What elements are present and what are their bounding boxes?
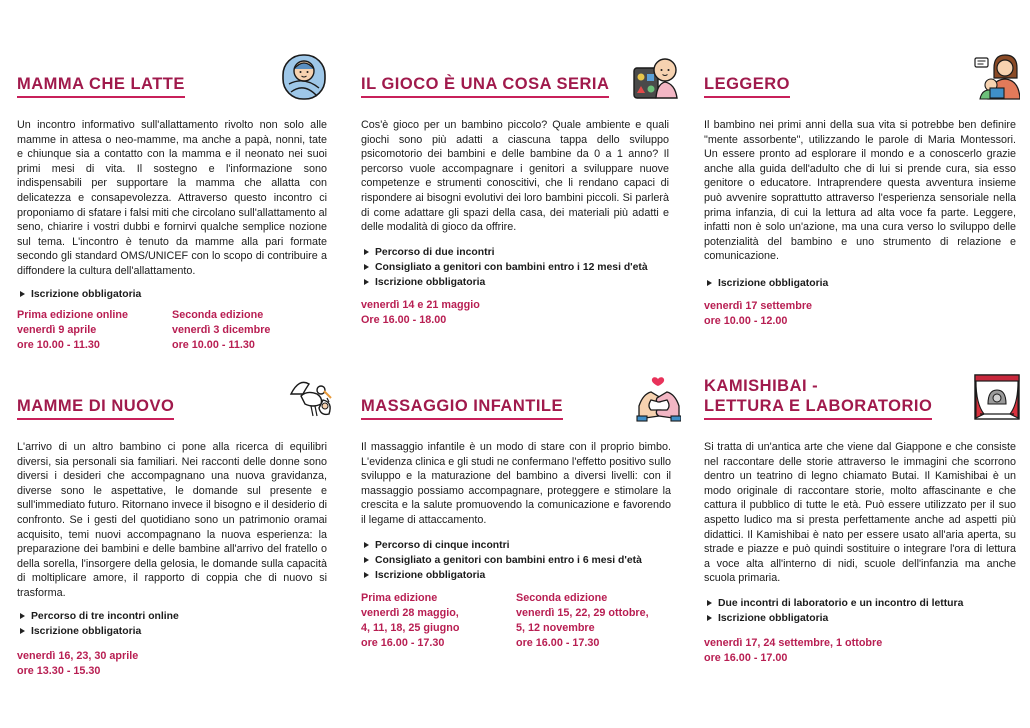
card-header (17, 56, 329, 102)
card-header (704, 372, 1016, 424)
card-title: IL GIOCO È UNA COSA SERIA (361, 74, 609, 98)
card-description: L'arrivo di un altro bambino ci pone alla ricerca di equilibri diversi, sia personali sia familiari. Nei racconti delle donne sono diversi i desideri che accompagnano una nuova gravidanza, diverse sono le aspettative, le domande sul presente e sull'immediato futuro. Ritornano invece il bisogno e il desiderio di confronto. Se i gesti del quotidiano sono un patrimonio oramai acquisito, temi nuovi accompagnano la nuova esperienza: la preparazione dei bambini e delle bambine all'arrivo del fratello o della sorella, l'insorgere della gelosia, le domande sulla capacità di moltiplicare amore, il rapporto di coppia che di nuovo si trasforma. (17, 441, 327, 599)
card-header (17, 378, 329, 424)
card-kamishibai (704, 372, 1016, 666)
edition-label: Prima edizione (361, 591, 438, 604)
edition-label: Prima edizione online (17, 308, 128, 321)
stork-icon (287, 376, 333, 422)
edition-day: venerdì 9 aprile (17, 323, 97, 336)
dates-columns (17, 308, 329, 353)
card-title: MAMMA CHE LATTE (17, 74, 185, 98)
card-mamme-di-nuovo (17, 378, 329, 679)
edition-second (516, 591, 671, 651)
card-title: KAMISHIBAI - LETTURA E LABORATORIO (704, 376, 932, 420)
dates-block (361, 298, 673, 328)
edition-first (361, 591, 516, 651)
edition-time: ore 10.00 - 11.30 (17, 338, 100, 351)
card-description: Cos'è gioco per un bambino piccolo? Quale ambiente e quali giochi sono più adatti a ciascuna tappa dello sviluppo psicomotorio dei bambini e delle bambine da 0 a 1 anno? Il percorso vuole accompagnare i genitori a sviluppare nuove competenze e strumenti conoscitivi, che li rendano capaci di rispondere ai bisogni evolutivi dei loro bambini piccoli. Si parlerà di come adattare gli spazi della casa, dei materiali più adatti e delle modalità di gioco da offrire. (361, 119, 669, 234)
dates-block (17, 649, 329, 679)
edition-day: venerdì 28 maggio, (361, 606, 459, 619)
bullet-item: Iscrizione obbligatoria (704, 611, 1016, 626)
card-title: MASSAGGIO INFANTILE (361, 396, 563, 420)
card-description: Si tratta di un'antica arte che viene dal Giappone e che consiste nel raccontare delle storie attraverso le immagini che scorrono dentro un teatrino di legno chiamato Butai. Il Kamishibai è un modo originale di raccontare storie, molto affascinante e che cattura il pubblico di tutte le età. Può essere utilizzato per il suo aspetto ludico ma si presta perfettamente anche ad aspetti più didattici. Il Kamishibai è nato per essere usato all'aria aperta, su strade e piazze e può quindi sostituire o integrare l'ora di lettura a voce alta all'interno di nidi, scuole dell'infanzia ma anche scuola primaria. (704, 441, 1016, 585)
edition-first (17, 308, 172, 353)
bullet-item: Percorso di cinque incontri (361, 538, 673, 553)
edition-time: ore 13.30 - 15.30 (17, 664, 101, 677)
bullet-item: Iscrizione obbligatoria (704, 276, 1016, 291)
parent-reading-icon (974, 54, 1020, 100)
hands-heart-icon (635, 376, 681, 422)
bullet-list (17, 287, 329, 302)
bullet-list (704, 276, 1016, 291)
card-il-gioco (361, 56, 673, 328)
edition-time: ore 16.00 - 17.30 (516, 636, 600, 649)
card-header (704, 56, 1016, 102)
edition-time: ore 16.00 - 17.00 (704, 651, 788, 664)
bullet-item: Percorso di due incontri (361, 245, 673, 260)
edition-day: venerdì 16, 23, 30 aprile (17, 649, 139, 662)
bullet-list (361, 538, 673, 583)
bullet-item: Consigliato a genitori con bambini entro i 12 mesi d'età (361, 260, 673, 275)
bullet-item: Iscrizione obbligatoria (17, 287, 329, 302)
bullet-list (17, 609, 329, 639)
bullet-item: Iscrizione obbligatoria (361, 275, 673, 290)
card-header (361, 56, 673, 102)
dates-block (704, 636, 1016, 666)
edition-day: venerdì 17, 24 settembre, 1 ottobre (704, 636, 883, 649)
edition-label: Seconda edizione (516, 591, 608, 604)
edition-day: venerdì 14 e 21 maggio (361, 298, 480, 311)
baby-with-toys-icon (633, 54, 679, 100)
card-description: Il bambino nei primi anni della sua vita si potrebbe ben definire "mente assorbente", utilizzando le parole di Maria Montessori. Un essere pronto ad esplorare il mondo e a conoscerlo grazie anche alla guida dell'adulto che di lui si prende cura, sia esso genitore o educatore. Intraprendere questa avventura insieme può avvenire soprattutto attraverso l'esperienza sensoriale nella prima infanzia, di cui la lettura ad alta voce fa parte. Leggere, infatti non è solo un'azione, ma una cura verso lo sviluppo delle potenzialità del bambino e uno strumento di relazione e comunicazione. (704, 119, 1016, 263)
edition-time: Ore 16.00 - 18.00 (361, 313, 447, 326)
dates-columns (361, 591, 673, 651)
card-title: MAMME DI NUOVO (17, 396, 174, 420)
edition-time: ore 10.00 - 11.30 (172, 338, 255, 351)
edition-day: 4, 11, 18, 25 giugno (361, 621, 460, 634)
bullet-item: Percorso di tre incontri online (17, 609, 329, 624)
edition-day: venerdì 3 dicembre (172, 323, 271, 336)
edition-day: venerdì 17 settembre (704, 299, 813, 312)
card-leggero (704, 56, 1016, 329)
card-description: Il massaggio infantile è un modo di stare con il proprio bimbo. L'evidenza clinica e gli studi ne confermano l'effetto positivo sullo sviluppo e la maturazione del bambino a diversi livelli: con il massaggio possiamo accompagnare, proteggere e stimolare la crescita e la salute promuovendo la comunicazione e favorendo il legame di attaccamento. (361, 441, 672, 526)
card-header (361, 378, 673, 424)
bullet-item: Iscrizione obbligatoria (17, 624, 329, 639)
edition-day: 5, 12 novembre (516, 621, 595, 634)
bullet-item: Iscrizione obbligatoria (361, 568, 673, 583)
bullet-item: Consigliato a genitori con bambini entro i 6 mesi d'età (361, 553, 673, 568)
bullet-list (704, 596, 1016, 626)
edition-second (172, 308, 327, 353)
card-title: LEGGERO (704, 74, 790, 98)
theatre-stage-icon (974, 374, 1020, 420)
dates-block (704, 299, 1016, 329)
edition-time: ore 10.00 - 12.00 (704, 314, 788, 327)
card-mamma-che-latte (17, 56, 329, 353)
bullet-list (361, 245, 673, 290)
edition-label: Seconda edizione (172, 308, 264, 321)
card-description: Un incontro informativo sull'allattamento rivolto non solo alle mamme in attesa o neo-mamme, ma anche a papà, nonni, tate e chiunque sia a contatto con la mamma e il neonato nei suoi primi mesi di vita. Il sostegno e l'informazione sono indispensabili per supportare la mamma che allatta con delicatezza e consapevolezza. Attraverso questo incontro ci proponiamo di sfatare i falsi miti che circolano sull'allattamento al seno, chiarire i vostri dubbi e fornirvi qualche semplice nozione sul tema. L'incontro è tenuto da mamme alla pari formate secondo gli standard OMS/UNICEF con lo scopo di contribuire a diffondere la cultura dell'allattamento. (17, 119, 327, 277)
baby-swaddled-icon (281, 54, 327, 100)
edition-time: ore 16.00 - 17.30 (361, 636, 445, 649)
edition-day: venerdì 15, 22, 29 ottobre, (516, 606, 649, 619)
bullet-item: Due incontri di laboratorio e un incontro di lettura (704, 596, 1016, 611)
card-massaggio-infantile (361, 378, 673, 651)
